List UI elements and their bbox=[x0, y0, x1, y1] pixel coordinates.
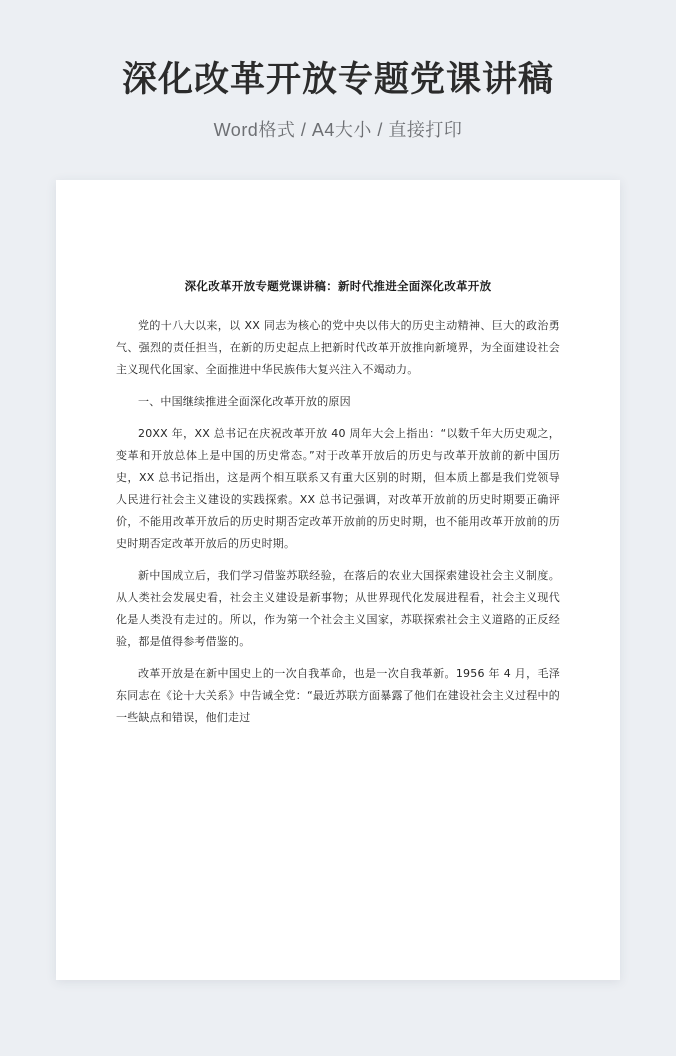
document-paragraph: 党的十八大以来，以 XX 同志为核心的党中央以伟大的历史主动精神、巨大的政治勇气、强烈的责任担当，在新的历史起点上把新时代改革开放推向新境界，为全面建设社会主义现代化国家、全面推进中华民族伟大复兴注入不竭动力。 bbox=[116, 318, 560, 376]
document-paragraph: 新中国成立后，我们学习借鉴苏联经验，在落后的农业大国探索建设社会主义制度。从人类社会发展史看，社会主义建设是新事物；从世界现代化发展进程看，社会主义现代化是人类没有走过的。所以，作为第一个社会主义国家，苏联探索社会主义道路的正反经验，都是值得参考借鉴的。 bbox=[116, 568, 560, 648]
document-preview bbox=[56, 180, 620, 980]
page-title: 深化改革开放专题党课讲稿 bbox=[121, 60, 554, 99]
document-paragraph: 改革开放是在新中国史上的一次自我革命，也是一次自我革新。1956 年 4 月，毛泽东同志在《论十大关系》中告诫全党：“最近苏联方面暴露了他们在建设社会主义过程中的一些缺点和错误，他们走过 bbox=[116, 666, 560, 724]
poster-header bbox=[0, 0, 676, 142]
document-title: 深化改革开放专题党课讲稿：新时代推进全面深化改革开放 bbox=[184, 279, 492, 293]
document-page-content bbox=[56, 180, 620, 980]
page-subtitle: Word格式 / A4大小 / 直接打印 bbox=[213, 119, 463, 140]
document-paragraph: 20XX 年，XX 总书记在庆祝改革开放 40 周年大会上指出：“以数千年大历史观之，变革和开放总体上是中国的历史常态。”对于改革开放后的历史与改革开放前的新中国历史，XX 总书记指出，这是两个相互联系又有重大区别的时期，但本质上都是我们党领导人民进行社会主义建设的实践探索。XX 总书记强调，对改革开放前的历史时期要正确评价，不能用改革开放后的历史时期否定改革开放前的历史时期，也不能用改革开放前的历史时期否定改革开放后的历史时期。 bbox=[116, 426, 560, 550]
document-section-heading: 一、中国继续推进全面深化改革开放的原因 bbox=[138, 394, 351, 408]
